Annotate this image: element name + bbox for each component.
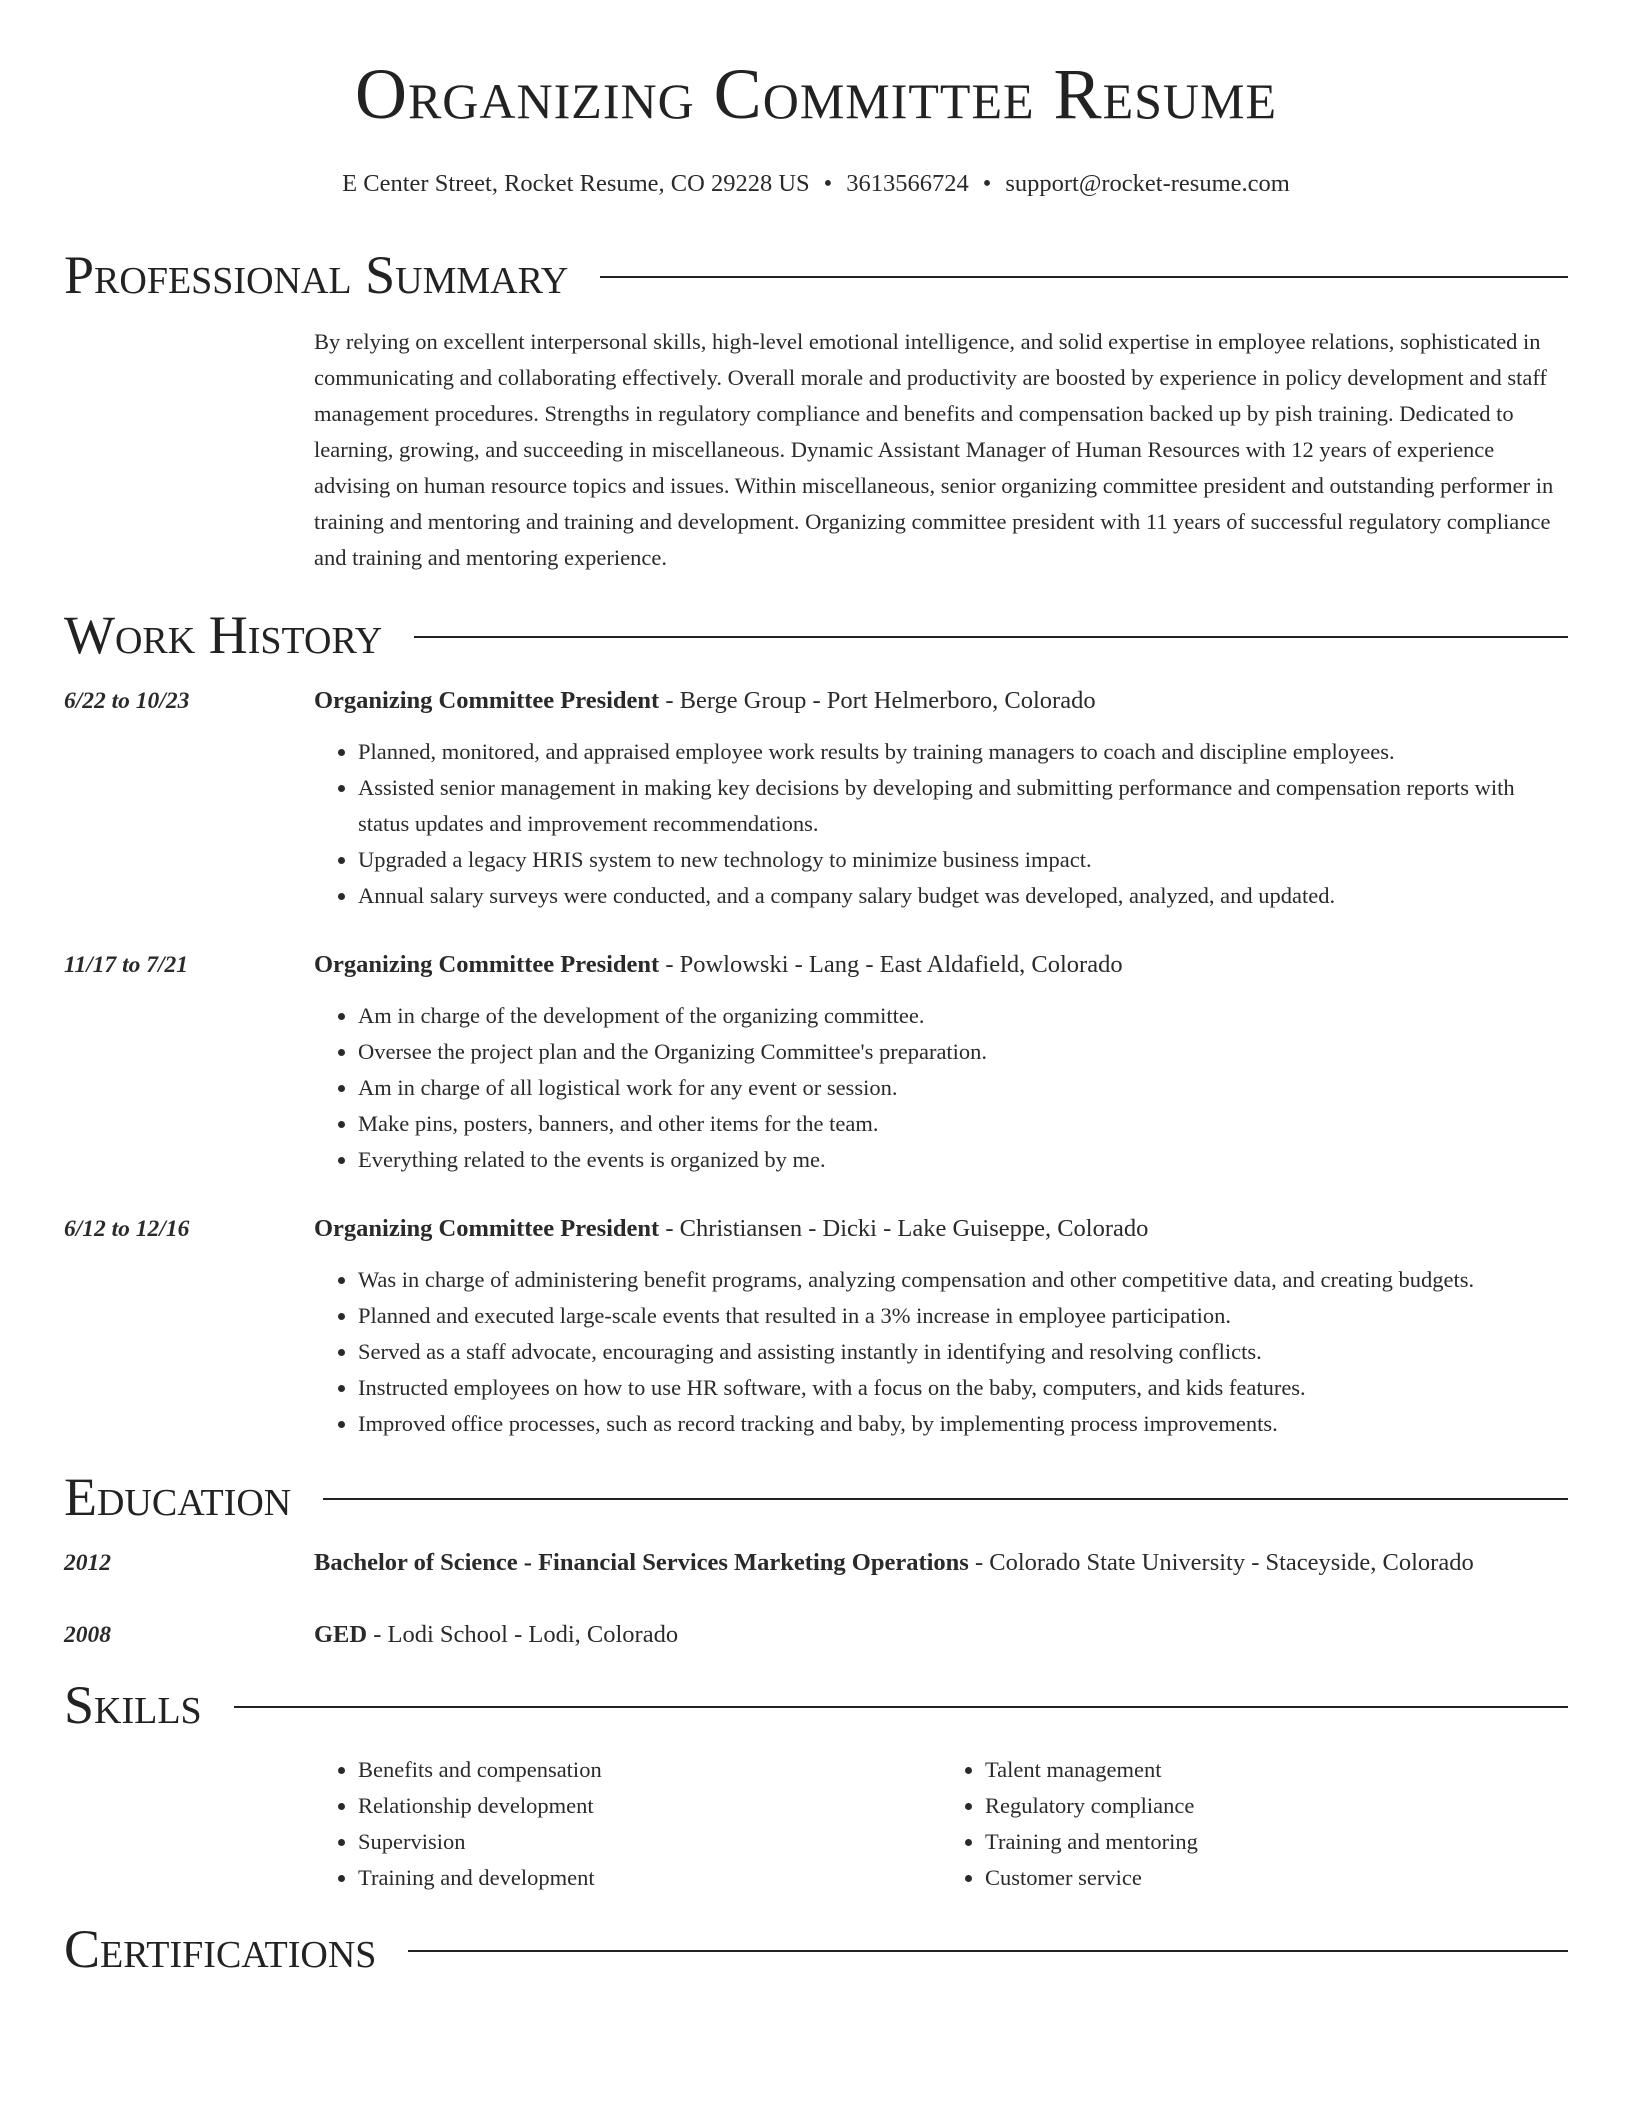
section-divider — [408, 1950, 1568, 1952]
job-title: Organizing Committee President — [314, 687, 660, 714]
education-headline — [314, 1616, 1568, 1654]
skill-item: • Talent management — [985, 1752, 1568, 1788]
work-bullets — [314, 998, 1568, 1178]
work-bullet: • Annual salary surveys were conducted, and a company salary budget was developed, analyzed, and updated. — [358, 878, 1568, 914]
skill-item: • Customer service — [985, 1860, 1568, 1896]
education-year: 2008 — [64, 1622, 111, 1648]
job-details: - Christiansen - Dicki - Lake Guiseppe, Colorado — [659, 1215, 1149, 1242]
work-section-title: Work History — [64, 605, 383, 665]
education-section-heading — [64, 1467, 1568, 1527]
work-bullet: • Am in charge of all logistical work for any event or session. — [358, 1070, 1568, 1106]
skills-column-left — [314, 1752, 941, 1896]
work-bullet: • Oversee the project plan and the Organizing Committee's preparation. — [358, 1034, 1568, 1070]
skills-section-title: Skills — [64, 1675, 202, 1735]
skills-column-right — [941, 1752, 1568, 1896]
contact-line — [64, 170, 1568, 198]
skill-item: • Training and mentoring — [985, 1824, 1568, 1860]
degree: Bachelor of Science - Financial Services Marketing Operations — [314, 1549, 969, 1576]
work-entry — [64, 946, 1568, 1178]
school-details: - Colorado State University - Staceyside, Colorado — [968, 1549, 1474, 1576]
work-headline — [314, 682, 1568, 720]
certifications-section-title: Certifications — [64, 1919, 377, 1979]
skills-section-heading — [64, 1675, 1568, 1735]
job-details: - Berge Group - Port Helmerboro, Colorado — [659, 687, 1096, 714]
contact-email: support@rocket-resume.com — [1005, 170, 1290, 197]
contact-phone: 3613566724 — [846, 170, 969, 197]
contact-address: E Center Street, Rocket Resume, CO 29228 US — [342, 170, 810, 197]
work-entry — [64, 1210, 1568, 1442]
education-entry — [64, 1616, 1568, 1654]
work-bullets — [314, 734, 1568, 914]
summary-section-title: Professional Summary — [64, 245, 569, 305]
work-entry-body — [314, 682, 1568, 914]
work-bullet: • Instructed employees on how to use HR software, with a focus on the baby, computers, and kids features. — [358, 1370, 1568, 1406]
contact-separator: • — [823, 170, 833, 197]
summary-section-heading — [64, 245, 1568, 305]
certifications-section-heading — [64, 1919, 1568, 1979]
education-section-title: Education — [64, 1467, 292, 1527]
work-entry — [64, 682, 1568, 914]
work-dates: 6/22 to 10/23 — [64, 688, 190, 714]
section-divider — [234, 1706, 1568, 1708]
work-bullet: • Make pins, posters, banners, and other items for the team. — [358, 1106, 1568, 1142]
work-dates: 11/17 to 7/21 — [64, 952, 189, 978]
work-bullet: • Assisted senior management in making key decisions by developing and submitting performance and compensation reports with status updates and improvement recommendations. — [358, 770, 1568, 842]
work-bullet: • Planned and executed large-scale events that resulted in a 3% increase in employee participation. — [358, 1298, 1568, 1334]
skill-item: • Benefits and compensation — [358, 1752, 941, 1788]
job-title: Organizing Committee President — [314, 1215, 660, 1242]
skill-item: • Supervision — [358, 1824, 941, 1860]
skill-item: • Regulatory compliance — [985, 1788, 1568, 1824]
work-entry-body — [314, 1210, 1568, 1442]
education-entry — [64, 1544, 1568, 1582]
education-headline — [314, 1544, 1568, 1582]
work-bullet: • Was in charge of administering benefit programs, analyzing compensation and other competitive data, and creating budgets. — [358, 1262, 1568, 1298]
section-divider — [323, 1498, 1568, 1500]
skill-item: • Training and development — [358, 1860, 941, 1896]
education-year: 2012 — [64, 1550, 111, 1576]
work-bullet: • Everything related to the events is organized by me. — [358, 1142, 1568, 1178]
school-details: - Lodi School - Lodi, Colorado — [367, 1621, 679, 1648]
work-dates: 6/12 to 12/16 — [64, 1216, 190, 1242]
work-bullet: • Planned, monitored, and appraised employee work results by training managers to coach and discipline employees. — [358, 734, 1568, 770]
resume-header — [64, 0, 1568, 198]
work-headline — [314, 1210, 1568, 1248]
work-entry-body — [314, 946, 1568, 1178]
work-headline — [314, 946, 1568, 984]
skills-list — [314, 1752, 1568, 1896]
section-divider — [414, 636, 1568, 638]
summary-text: By relying on excellent interpersonal skills, high-level emotional intelligence, and solid expertise in employee relations, sophisticated in communicating and collaborating effectively. Overall morale and productivity are boosted by experience in policy development and staff management procedures. Strengths in regulatory compliance and benefits and compensation backed up by pish training. Dedicated to learning, growing, and succeeding in miscellaneous. Dynamic Assistant Manager of Human Resources with 12 years of experience advising on human resource topics and issues. Within miscellaneous, senior organizing committee president and outstanding performer in training and mentoring and training and development. Organizing committee president with 11 years of successful regulatory compliance and training and mentoring experience. — [314, 329, 1554, 570]
skill-item: • Relationship development — [358, 1788, 941, 1824]
work-bullet: • Served as a staff advocate, encouraging and assisting instantly in identifying and resolving conflicts. — [358, 1334, 1568, 1370]
work-section-heading — [64, 605, 1568, 665]
degree: GED — [314, 1621, 368, 1648]
job-details: - Powlowski - Lang - East Aldafield, Colorado — [659, 951, 1123, 978]
work-bullet: • Improved office processes, such as record tracking and baby, by implementing process improvements. — [358, 1406, 1568, 1442]
work-bullet: • Upgraded a legacy HRIS system to new technology to minimize business impact. — [358, 842, 1568, 878]
work-bullet: • Am in charge of the development of the organizing committee. — [358, 998, 1568, 1034]
contact-separator: • — [982, 170, 992, 197]
job-title: Organizing Committee President — [314, 951, 660, 978]
work-bullets — [314, 1262, 1568, 1442]
section-divider — [600, 276, 1568, 278]
resume-title: Organizing Committee Resume — [354, 54, 1278, 134]
